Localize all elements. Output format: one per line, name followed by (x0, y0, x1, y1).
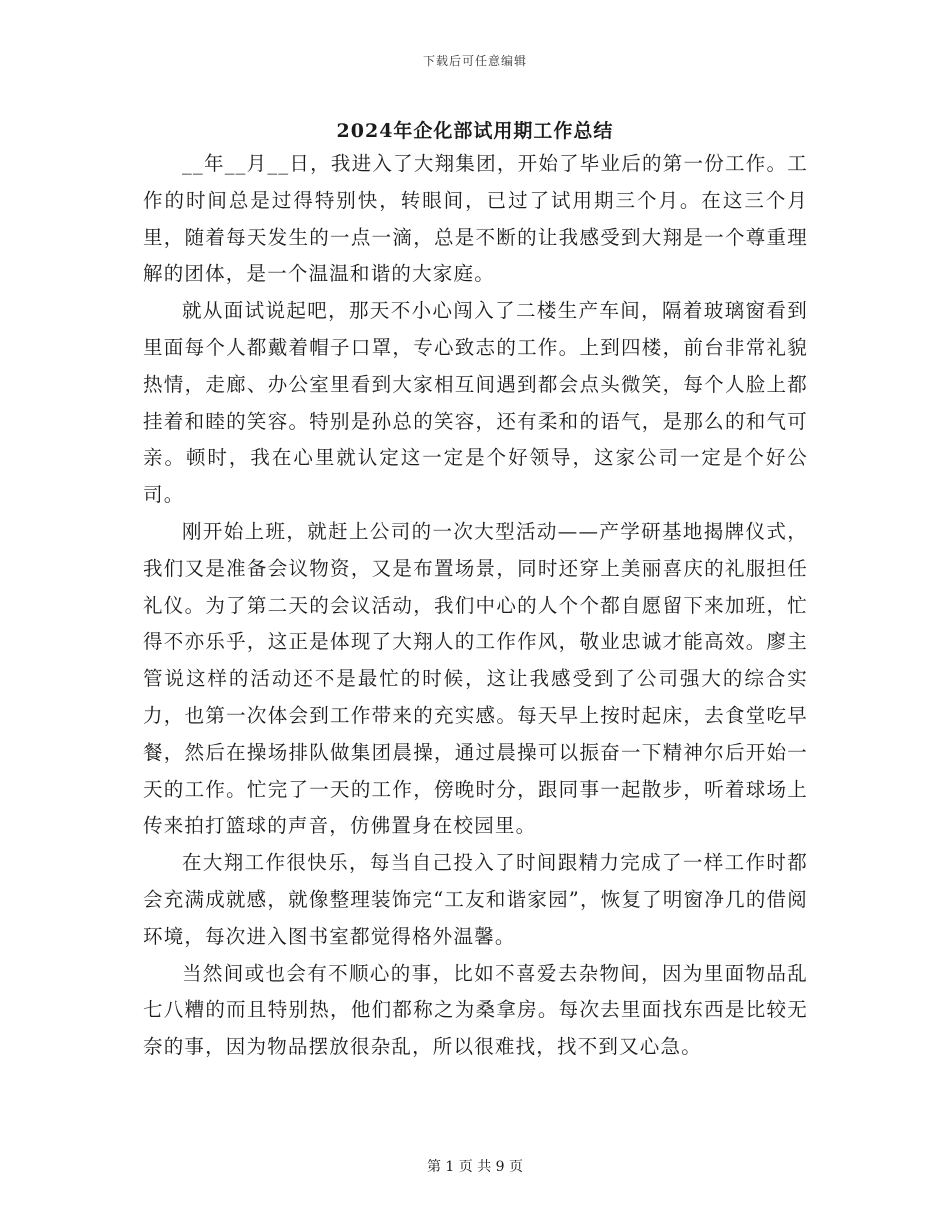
paragraph: 就从面试说起吧，那天不小心闯入了二楼生产车间，隔着玻璃窗看到里面每个人都戴着帽子口罩，专心致志的工作。上到四楼，前台非常礼貌热情，走廊、办公室里看到大家相互间遇到都会点头微笑，每个人脸上都挂着和睦的笑容。特别是孙总的笑容，还有柔和的语气，是那么的和气可亲。顿时，我在心里就认定这一定是个好领导，这家公司一定是个好公司。 (143, 299, 808, 507)
paragraph: 当然间或也会有不顺心的事，比如不喜爱去杂物间，因为里面物品乱七八糟的而且特别热，他们都称之为桑拿房。每次去里面找东西是比较无奈的事，因为物品摆放很杂乱，所以很难找，找不到又心急。 (143, 961, 808, 1059)
paragraph: 刚开始上班，就赶上公司的一次大型活动——产学研基地揭牌仪式，我们又是准备会议物资，又是布置场景，同时还穿上美丽喜庆的礼服担任礼仪。为了第二天的会议活动，我们中心的人个个都自愿留下来加班，忙得不亦乐乎，这正是体现了大翔人的工作作风，敬业忠诚才能高效。廖主管说这样的活动还不是最忙的时候，这让我感受到了公司强大的综合实力，也第一次体会到工作带来的充实感。每天早上按时起床，去食堂吃早餐，然后在操场排队做集团晨操，通过晨操可以振奋一下精神尔后开始一天的工作。忙完了一天的工作，傍晚时分，跟同事一起散步，听着球场上传来拍打篮球的声音，仿佛置身在校园里。 (143, 519, 808, 838)
paragraph: 在大翔工作很快乐，每当自己投入了时间跟精力完成了一样工作时都会充满成就感，就像整理装饰完“工友和谐家园”，恢复了明窗净几的借阅环境，每次进入图书室都觉得格外温馨。 (143, 851, 808, 948)
paragraph: __年__月__日，我进入了大翔集团，开始了毕业后的第一份工作。工作的时间总是过得特别快，转眼间，已过了试用期三个月。在这三个月里，随着每天发生的一点一滴，总是不断的让我感受到大翔是一个尊重理解的团体，是一个温温和谐的大家庭。 (143, 152, 808, 286)
document-title: 2024年企化部试用期工作总结 (336, 120, 614, 142)
document-body (143, 146, 808, 1066)
page-header-note: 下载后可任意编辑 (422, 54, 527, 68)
page-number-indicator: 第 1 页 共 9 页 (426, 1159, 524, 1175)
